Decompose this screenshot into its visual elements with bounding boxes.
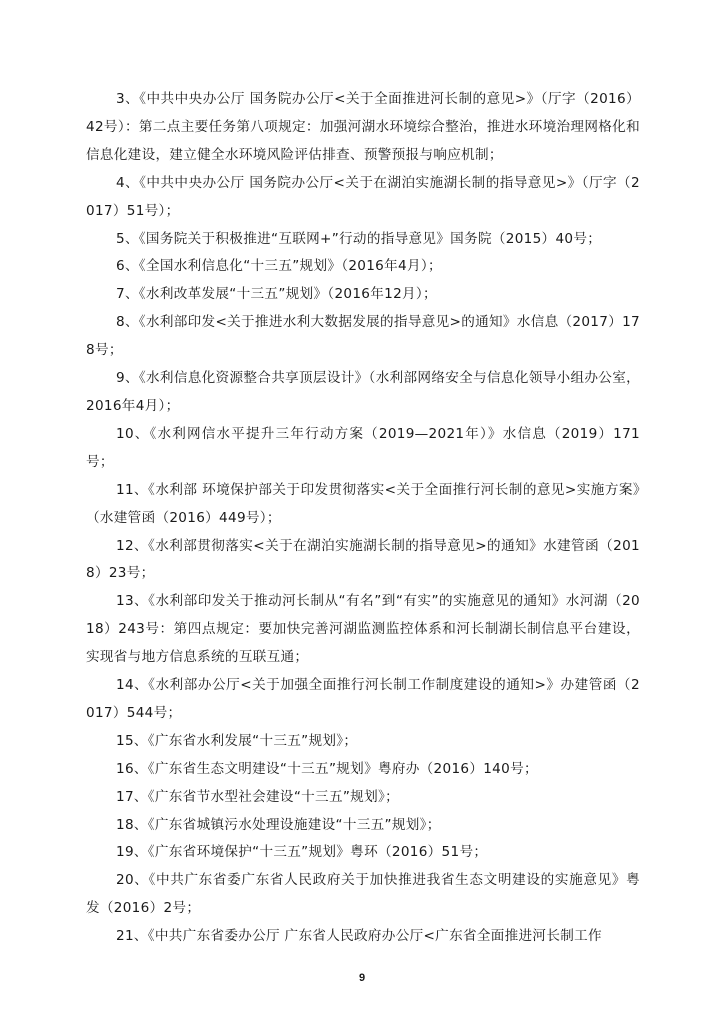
list-item: 6、《全国水利信息化“十三五”规划》（2016年4月）； [116, 258, 442, 275]
list-item: 4、《中共中央办公厅 国务院办公厅<关于在湖泊实施湖长制的指导意见>》（厅字（2017）51号）； [86, 174, 640, 219]
list-item: 9、《水利信息化资源整合共享顶层设计》（水利部网络安全与信息化领导小组办公室，2016年4月）； [86, 370, 640, 414]
list-item: 17、《广东省节水型社会建设“十三五”规划》； [116, 788, 399, 805]
list-item: 8、《水利部印发<关于推进水利大数据发展的指导意见>的通知》水信息（2017）178号； [86, 314, 640, 359]
list-item: 16、《广东省生态文明建设“十三五”规划》粤府办（2016）140号； [116, 760, 538, 777]
list-item: 5、《国务院关于积极推进“互联网+”行动的指导意见》国务院（2015）40号； [116, 230, 602, 247]
reference-list [86, 86, 640, 951]
list-item: 3、《中共中央办公厅 国务院办公厅<关于全面推进河长制的意见>》（厅字（2016）42号）：第二点主要任务第八项规定：加强河湖水环境综合整治，推进水环境治理网格化和信息化建设，建立健全水环境风险评估排查、预警预报与响应机制； [86, 91, 640, 163]
list-item: 14、《水利部办公厅<关于加强全面推行河长制工作制度建设的通知>》办建管函（2017）544号； [86, 677, 640, 721]
page-number: 9 [358, 972, 366, 984]
list-item: 12、《水利部贯彻落实<关于在湖泊实施湖长制的指导意见>的通知》水建管函（2018）23号； [86, 537, 640, 582]
list-item: 10、《水利网信水平提升三年行动方案（2019—2021年）》水信息（2019）171号； [86, 425, 640, 470]
list-item: 11、《水利部 环境保护部关于印发贯彻落实<关于全面推行河长制的意见>实施方案》（水建管函（2016）449号）； [86, 481, 640, 526]
list-item: 21、《中共广东省委办公厅 广东省人民政府办公厅<广东省全面推进河长制工作 [116, 928, 602, 945]
list-item: 13、《水利部印发关于推动河长制从“有名”到“有实”的实施意见的通知》水河湖（2018）243号：第四点规定：要加快完善河湖监测监控体系和河长制湖长制信息平台建设，实现省与地方信息系统的互联互通； [86, 593, 640, 666]
list-item: 7、《水利改革发展“十三五”规划》（2016年12月）； [116, 286, 437, 303]
list-item: 15、《广东省水利发展“十三五”规划》； [116, 732, 358, 749]
list-item: 20、《中共广东省委广东省人民政府关于加快推进我省生态文明建设的实施意见》粤发（2016）2号； [86, 872, 640, 917]
list-item: 18、《广东省城镇污水处理设施建设“十三五”规划》； [116, 816, 441, 833]
list-item: 19、《广东省环境保护“十三五”规划》粤环（2016）51号； [116, 844, 488, 861]
